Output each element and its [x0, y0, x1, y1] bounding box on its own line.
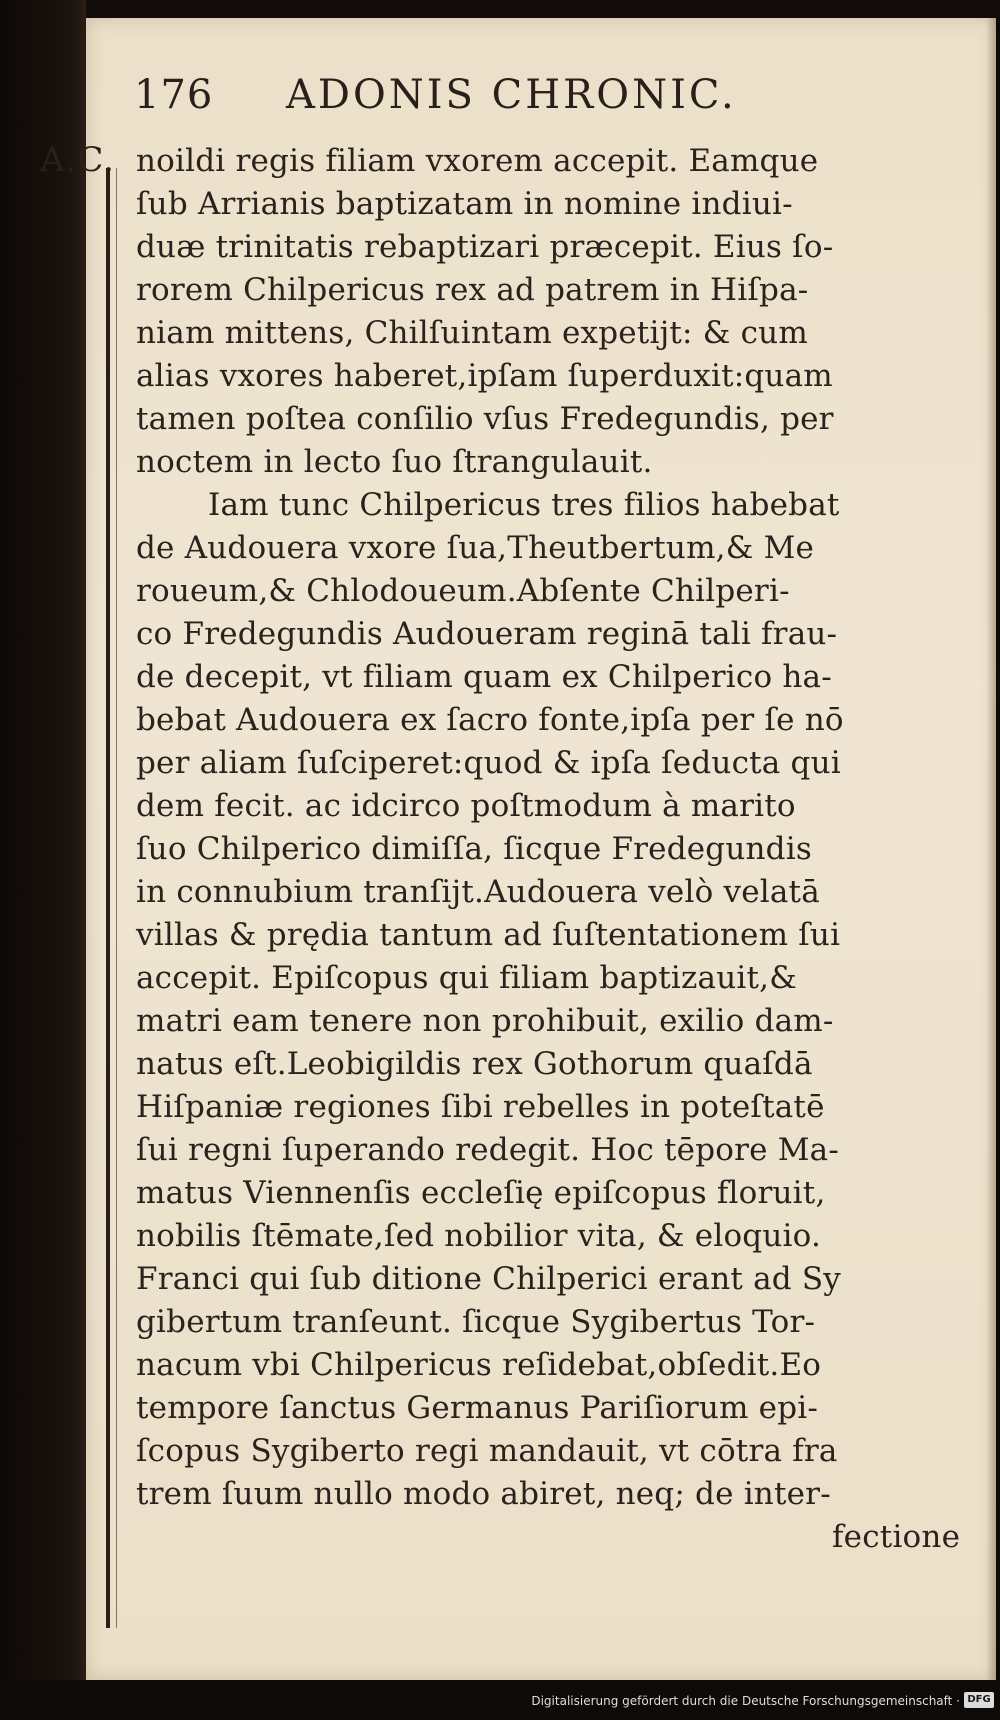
dfg-logo: DFG [964, 1692, 994, 1708]
text-line: tamen poſtea conſilio vſus Fredegundis, per [136, 401, 834, 437]
text-line: in connubium tranſijt.Audouera velò velatā [136, 874, 820, 910]
text-line: natus eſt.Leobigildis rex Gothorum quaſdā [136, 1046, 813, 1082]
text-line: accepit. Epiſcopus qui filiam baptizauit,& [136, 960, 798, 996]
text-line: nobilis ſtēmate,ſed nobilior vita, & eloquio. [136, 1218, 822, 1254]
text-line: ſub Arrianis baptizatam in nomine indiui- [136, 186, 793, 222]
text-line: nacum vbi Chilpericus reſidebat,obſedit.Eo [136, 1347, 822, 1383]
text-line: Hiſpaniæ regiones ſibi rebelles in poteſtatē [136, 1089, 825, 1125]
catchword: fectione [832, 1519, 961, 1555]
page-edge-shadow [986, 18, 996, 1680]
text-line: matri eam tenere non prohibuit, exilio dam- [136, 1003, 834, 1039]
text-line: co Fredegundis Audoueram reginā tali frau- [136, 616, 838, 652]
text-line: villas & prędia tantum ad ſuſtentationem ſui [136, 917, 841, 953]
margin-note: A.C. [40, 140, 115, 180]
text-line: niam mittens, Chilſuintam expetijt: & cum [136, 315, 808, 351]
text-line: dem fecit. ac idcirco poſtmodum à marito [136, 788, 796, 824]
margin-rule-thin [116, 168, 117, 1628]
text-line: rorem Chilpericus rex ad patrem in Hiſpa- [136, 272, 809, 308]
text-line: bebat Audouera ex ſacro fonte,ipſa per ſe nō [136, 702, 844, 738]
text-line: trem ſuum nullo modo abiret, neq; de inter- [136, 1476, 831, 1512]
digitization-credit: Digitalisierung gefördert durch die Deutsche Forschungsgemeinschaft · [531, 1694, 960, 1708]
text-line: de decepit, vt filiam quam ex Chilperico ha- [136, 659, 832, 695]
paragraph-first-line: Iam tunc Chilpericus tres filios habebat [208, 487, 840, 523]
text-line: ſuo Chilperico dimiſſa, ſicque Fredegundis [136, 831, 812, 867]
running-title: ADONIS CHRONIC. [286, 72, 737, 118]
text-line: ſcopus Sygiberto regi mandauit, vt cōtra fra [136, 1433, 838, 1469]
text-line: duæ trinitatis rebaptizari præcepit. Eius ſo- [136, 229, 834, 265]
text-line: noctem in lecto ſuo ſtrangulauit. [136, 444, 653, 480]
page-number: 176 [134, 72, 214, 118]
text-line: alias vxores haberet,ipſam ſuperduxit:quam [136, 358, 833, 394]
margin-rule [106, 168, 110, 1628]
text-line: noildi regis filiam vxorem accepit. Eamque [136, 143, 819, 179]
text-line: de Audouera vxore ſua,Theutbertum,& Me [136, 530, 815, 566]
text-line: roueum,& Chlodoueum.Abſente Chilperi- [136, 573, 790, 609]
text-line: Franci qui ſub ditione Chilperici erant ad Sy [136, 1261, 842, 1297]
text-line: gibertum tranſeunt. ſicque Sygibertus Tor- [136, 1304, 816, 1340]
scan-left-border [0, 0, 86, 1720]
text-line: tempore ſanctus Germanus Pariſiorum epi- [136, 1390, 819, 1426]
text-line: ſui regni ſuperando redegit. Hoc tēpore Ma- [136, 1132, 840, 1168]
text-line: per aliam ſuſciperet:quod & ipſa ſeducta qui [136, 745, 841, 781]
text-line: matus Viennenſis eccleſię epiſcopus floruit, [136, 1175, 826, 1211]
